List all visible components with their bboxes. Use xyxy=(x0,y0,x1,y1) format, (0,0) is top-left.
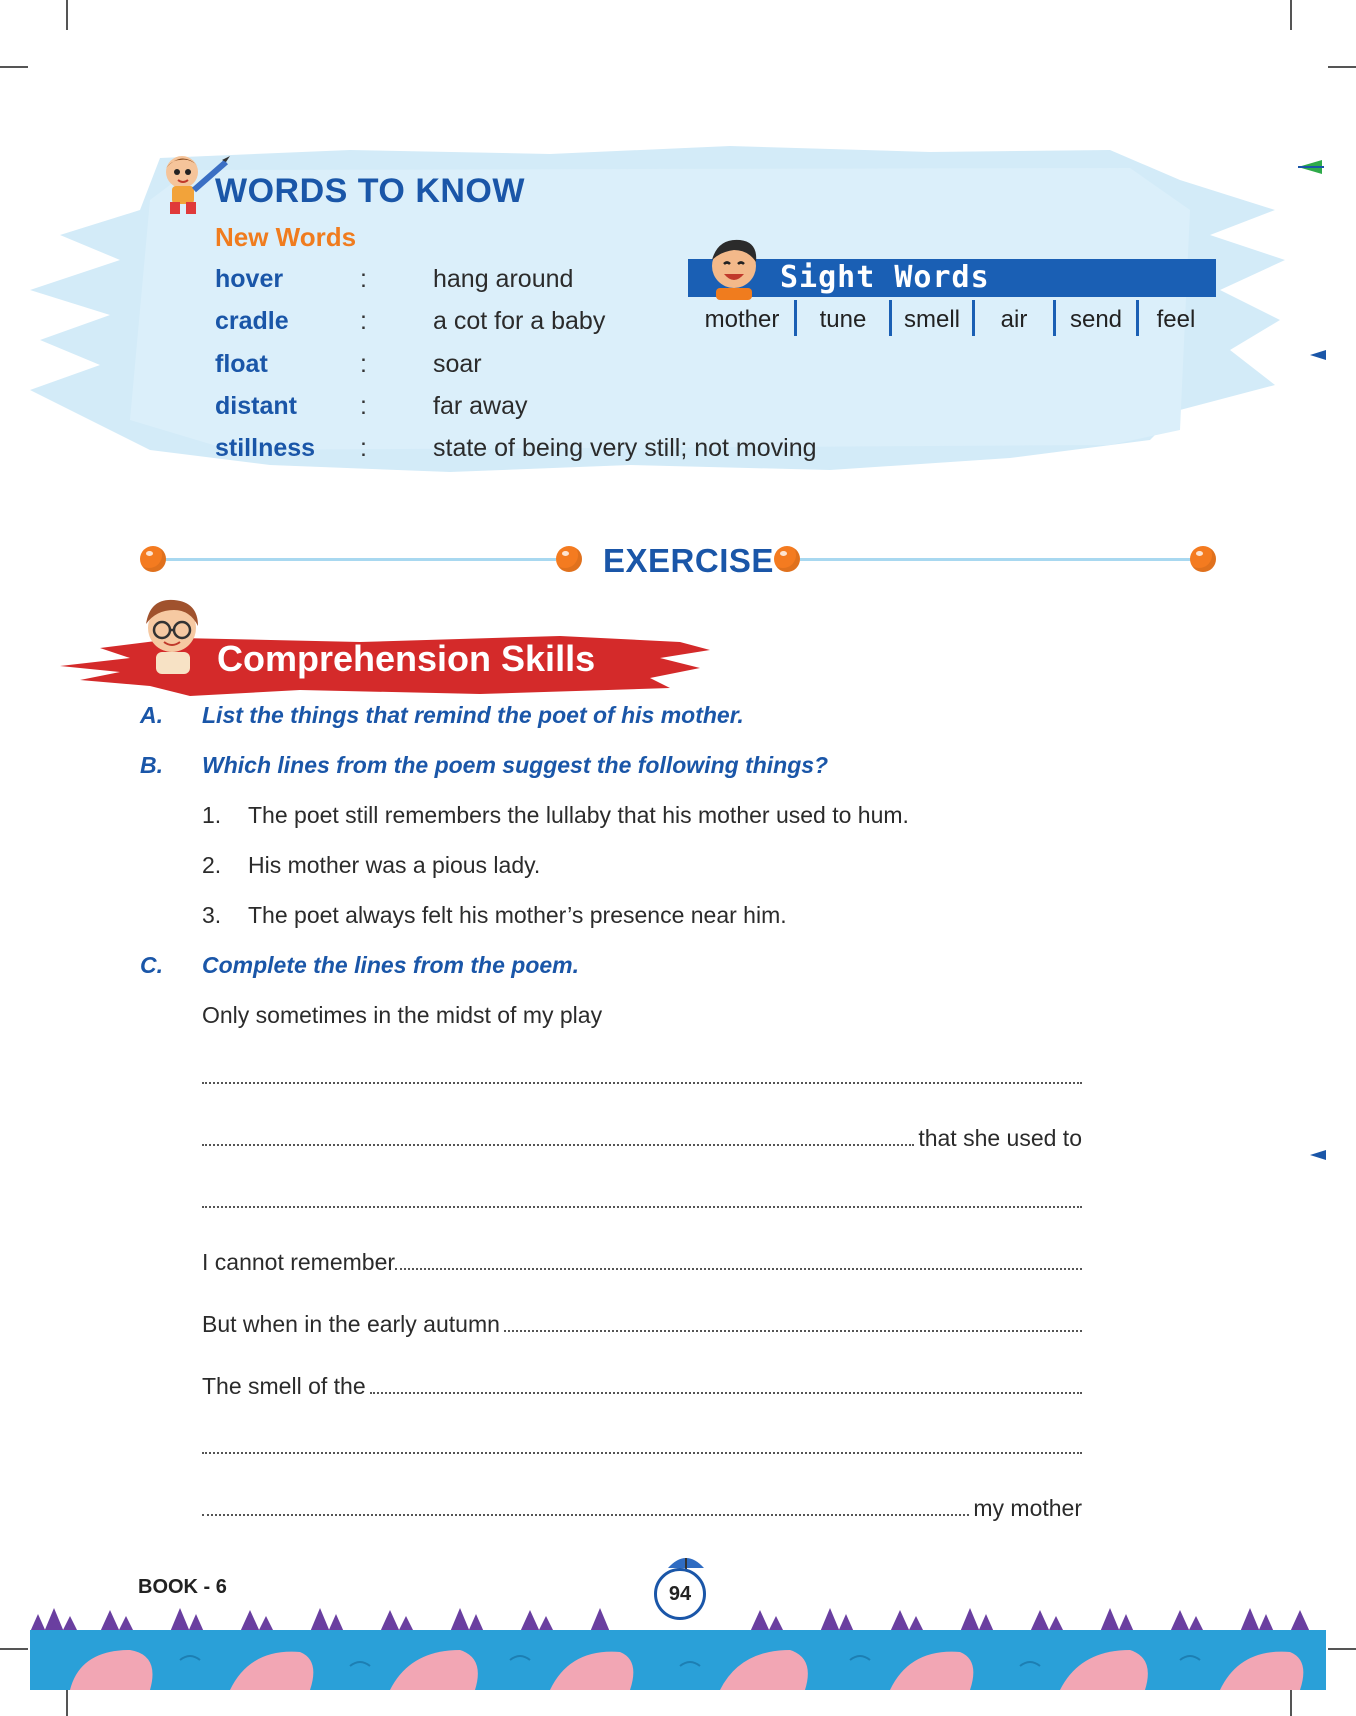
sight-word: smell xyxy=(903,306,960,333)
sub-item-text: The poet always felt his mother’s presence near him. xyxy=(248,902,787,928)
registration-flag-icon xyxy=(1296,158,1326,176)
exercise-divider-left xyxy=(160,558,556,561)
fill-in-line[interactable] xyxy=(202,1430,1082,1460)
sight-words-title: Sight Words xyxy=(780,260,990,295)
crop-mark xyxy=(1328,1648,1356,1650)
poem-line: Only sometimes in the midst of my play xyxy=(202,1002,603,1028)
fill-in-line[interactable] xyxy=(202,1184,1082,1214)
question-letter: B. xyxy=(140,752,163,778)
exercise-divider-right xyxy=(800,558,1194,561)
fill-in-line[interactable] xyxy=(202,1492,1082,1522)
vocab-meaning: hang around xyxy=(433,265,574,293)
question-letter: C. xyxy=(140,952,163,978)
vocab-word: float xyxy=(215,350,268,378)
poem-line-fragment: that she used to xyxy=(918,1125,1082,1151)
vocab-meaning: state of being very still; not moving xyxy=(433,434,817,462)
sub-item-text: His mother was a pious lady. xyxy=(248,852,541,878)
words-to-know-title: WORDS TO KNOW xyxy=(215,172,525,210)
fill-in-line[interactable] xyxy=(202,1308,1082,1338)
dotted-blank xyxy=(370,1392,1082,1394)
page-number: 94 xyxy=(654,1568,706,1620)
sight-word: mother xyxy=(704,306,780,333)
fill-in-line[interactable] xyxy=(202,1122,1082,1152)
fill-in-line[interactable] xyxy=(202,1060,1082,1090)
question-letter: A. xyxy=(140,702,163,728)
dotted-blank xyxy=(202,1452,1082,1454)
comprehension-title: Comprehension Skills xyxy=(217,638,596,679)
vocab-word: hover xyxy=(215,265,284,293)
fill-in-line[interactable] xyxy=(202,1246,1082,1276)
vocab-colon: : xyxy=(360,350,367,378)
orange-dot-icon xyxy=(1190,546,1216,572)
vocab-colon: : xyxy=(360,434,367,462)
vocab-word: distant xyxy=(215,392,297,420)
crop-mark xyxy=(1290,1686,1292,1716)
fill-in-line[interactable] xyxy=(202,1370,1082,1400)
orange-dot-icon xyxy=(774,546,800,572)
boy-mascot-icon xyxy=(700,230,768,302)
vocab-colon: : xyxy=(360,307,367,335)
sight-word: air xyxy=(1000,306,1028,333)
crop-mark xyxy=(1328,66,1356,68)
question-text: Complete the lines from the poem. xyxy=(202,952,579,978)
dotted-blank xyxy=(202,1206,1082,1208)
sub-item-number: 1. xyxy=(202,802,222,828)
vocab-colon: : xyxy=(360,392,367,420)
poem-line-fragment: But when in the early autumn xyxy=(202,1311,500,1337)
orange-dot-icon xyxy=(140,546,166,572)
question-text: List the things that remind the poet of his mother. xyxy=(202,702,744,728)
dotted-blank xyxy=(504,1330,1082,1332)
vocab-meaning: a cot for a baby xyxy=(433,307,606,335)
sight-word: send xyxy=(1069,306,1123,333)
dotted-blank xyxy=(202,1514,969,1516)
sight-word: feel xyxy=(1156,306,1196,333)
sub-item-number: 3. xyxy=(202,902,222,928)
crop-mark xyxy=(1290,0,1292,30)
registration-flag-icon xyxy=(1308,1148,1328,1162)
orange-dot-icon xyxy=(556,546,582,572)
sub-item-number: 2. xyxy=(202,852,222,878)
question-text: Which lines from the poem suggest the following things? xyxy=(202,752,829,778)
crop-mark xyxy=(0,66,28,68)
dotted-blank xyxy=(395,1268,1082,1270)
sub-item-text: The poet still remembers the lullaby that his mother used to hum. xyxy=(248,802,909,828)
new-words-heading: New Words xyxy=(215,222,357,252)
crop-mark xyxy=(66,0,68,30)
poem-line-fragment: I cannot remember xyxy=(202,1249,396,1275)
book-label: BOOK - 6 xyxy=(138,1576,227,1598)
vocab-word: cradle xyxy=(215,307,289,335)
vocab-meaning: far away xyxy=(433,392,528,420)
poem-line-fragment: The smell of the xyxy=(202,1373,366,1399)
crop-mark xyxy=(0,1648,28,1650)
crop-mark xyxy=(66,1686,68,1716)
sight-word: tune xyxy=(819,306,867,333)
vocab-colon: : xyxy=(360,265,367,293)
girl-with-glasses-mascot-icon xyxy=(128,592,218,682)
vocab-word: stillness xyxy=(215,434,316,462)
vocab-meaning: soar xyxy=(433,350,482,378)
poem-line-fragment: my mother xyxy=(973,1495,1082,1521)
exercise-title: EXERCISE xyxy=(603,542,774,579)
dotted-blank xyxy=(202,1082,1082,1084)
registration-flag-icon xyxy=(1308,348,1328,362)
dotted-blank xyxy=(202,1144,914,1146)
